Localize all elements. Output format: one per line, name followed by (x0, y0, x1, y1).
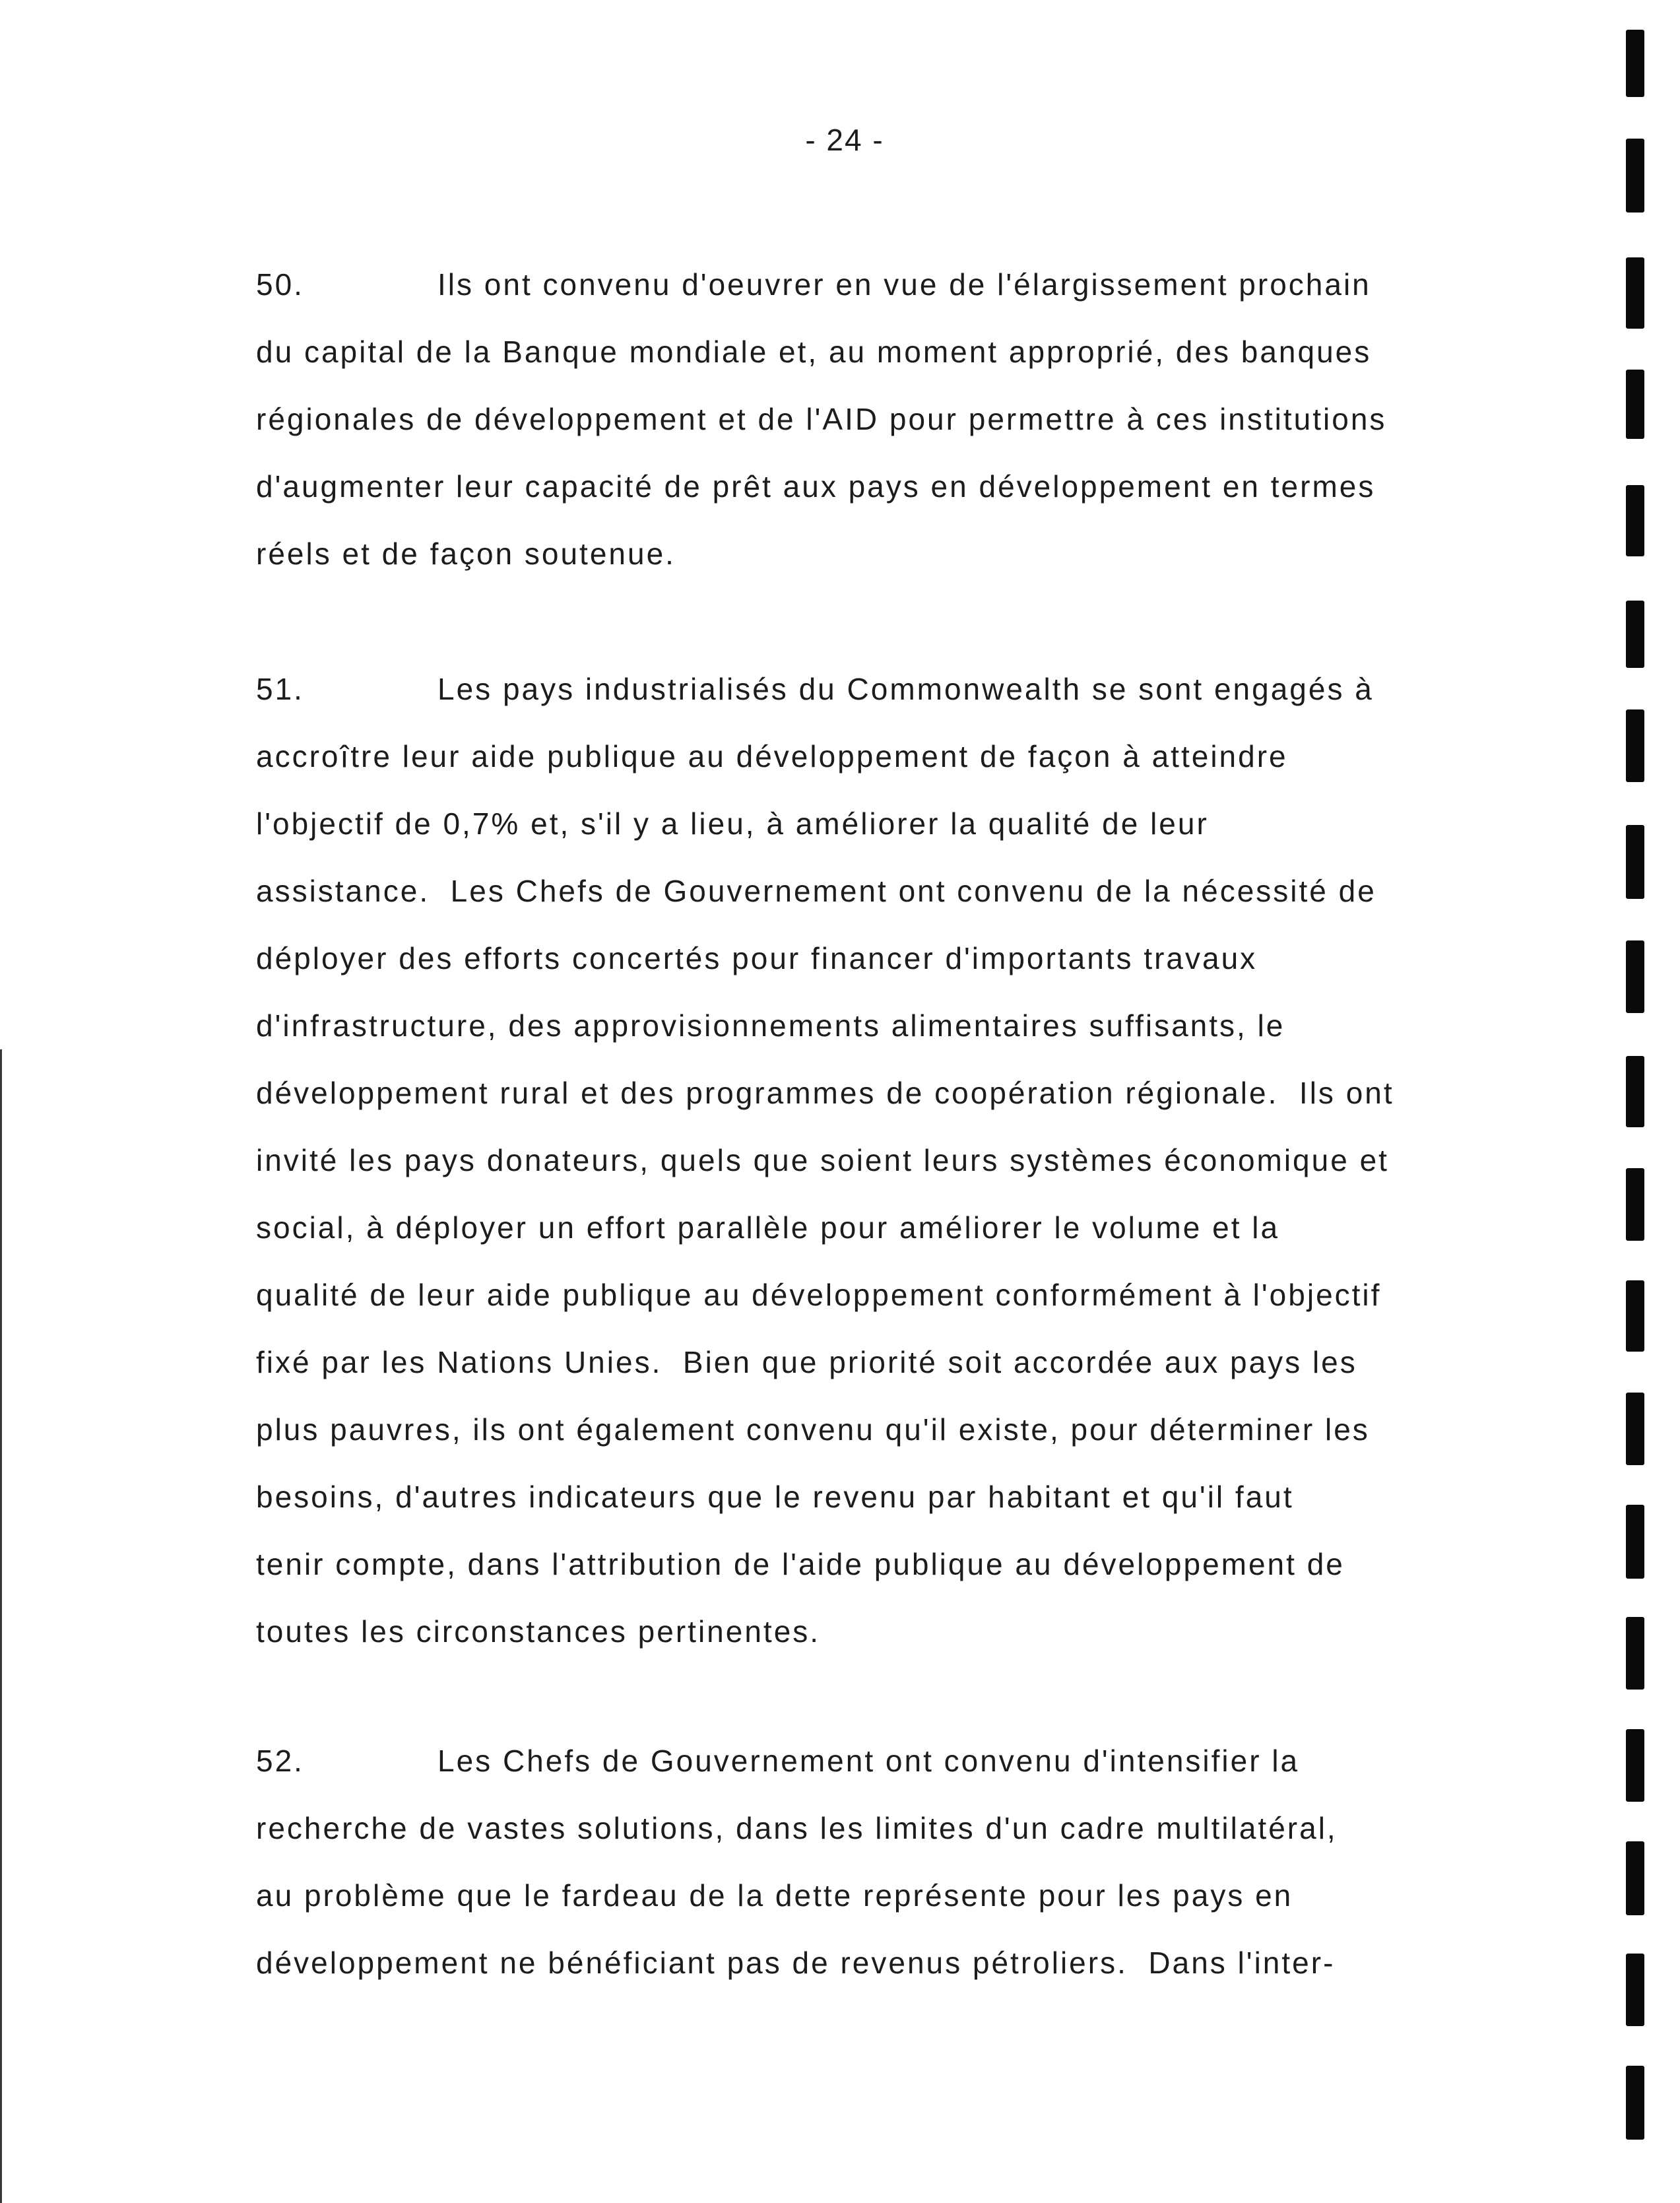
revision-bar (1626, 1617, 1644, 1690)
revision-bar (1626, 1841, 1644, 1915)
scan-edge-line (0, 1049, 2, 2203)
paragraph-number: 52. (256, 1744, 304, 1778)
paragraph-number: 51. (256, 672, 304, 706)
paragraph-line: développement rural et des programmes de coopération régionale. Ils ont (256, 1076, 1394, 1110)
revision-bar (1626, 1280, 1644, 1352)
revision-bar (1626, 30, 1644, 97)
paragraph-line: assistance. Les Chefs de Gouvernement ont convenu de la nécessité de (256, 874, 1376, 908)
revision-bar (1626, 1056, 1644, 1127)
revision-bar (1626, 485, 1644, 556)
paragraph-line: développement ne bénéficiant pas de revenus pétroliers. Dans l'inter- (256, 1946, 1336, 1980)
revision-bar (1626, 1393, 1644, 1465)
paragraph-line: déployer des efforts concertés pour financer d'importants travaux (256, 941, 1258, 975)
paragraph-51 (256, 655, 1490, 1665)
revision-bar (1626, 257, 1644, 329)
paragraph-line: invité les pays donateurs, quels que soient leurs systèmes économique et (256, 1143, 1389, 1177)
revision-bar (1626, 825, 1644, 899)
revision-bar (1626, 1729, 1644, 1802)
revision-bar (1626, 1954, 1644, 2026)
paragraph-line: accroître leur aide publique au développement de façon à atteindre (256, 739, 1288, 773)
paragraph-line: du capital de la Banque mondiale et, au moment approprié, des banques (256, 335, 1372, 369)
paragraph-line (256, 655, 1490, 723)
paragraph-line (256, 251, 1490, 318)
revision-bar (1626, 601, 1644, 668)
revision-bar (1626, 1168, 1644, 1241)
paragraph-line: fixé par les Nations Unies. Bien que priorité soit accordée aux pays les (256, 1345, 1357, 1379)
paragraph-line: au problème que le fardeau de la dette représente pour les pays en (256, 1878, 1293, 1913)
page-number: - 24 - (805, 123, 884, 157)
paragraph-line: tenir compte, dans l'attribution de l'aide publique au développement de (256, 1547, 1345, 1581)
paragraph-line: social, à déployer un effort parallèle pour améliorer le volume et la (256, 1210, 1280, 1245)
paragraph-text: Les pays industrialisés du Commonwealth se sont engagés à (437, 672, 1374, 706)
paragraph-52 (256, 1727, 1490, 1996)
paragraph-line: d'augmenter leur capacité de prêt aux pays en développement en termes (256, 469, 1376, 504)
paragraph-text: Ils ont convenu d'oeuvrer en vue de l'élargissement prochain (437, 267, 1371, 302)
paragraph-line (256, 1727, 1490, 1794)
paragraph-line: d'infrastructure, des approvisionnements alimentaires suffisants, le (256, 1008, 1285, 1043)
paragraph-line: l'objectif de 0,7% et, s'il y a lieu, à améliorer la qualité de leur (256, 806, 1209, 841)
paragraph-line: toutes les circonstances pertinentes. (256, 1614, 821, 1649)
paragraph-line: régionales de développement et de l'AID pour permettre à ces institutions (256, 402, 1387, 436)
revision-bar (1626, 940, 1644, 1013)
paragraph-line: besoins, d'autres indicateurs que le revenu par habitant et qu'il faut (256, 1480, 1294, 1514)
revision-bar (1626, 1505, 1644, 1579)
revision-bar (1626, 370, 1644, 439)
paragraph-text: Les Chefs de Gouvernement ont convenu d'intensifier la (437, 1744, 1300, 1778)
paragraph-line: qualité de leur aide publique au développement conformément à l'objectif (256, 1278, 1382, 1312)
paragraph-number: 50. (256, 267, 304, 302)
revision-bar (1626, 2066, 1644, 2140)
revision-bar (1626, 139, 1644, 213)
paragraph-line: plus pauvres, ils ont également convenu qu'il existe, pour déterminer les (256, 1412, 1370, 1447)
paragraph-line: réels et de façon soutenue. (256, 537, 676, 571)
paragraph-50 (256, 251, 1490, 587)
revision-bar (1626, 709, 1644, 782)
paragraph-line: recherche de vastes solutions, dans les limites d'un cadre multilatéral, (256, 1811, 1338, 1845)
